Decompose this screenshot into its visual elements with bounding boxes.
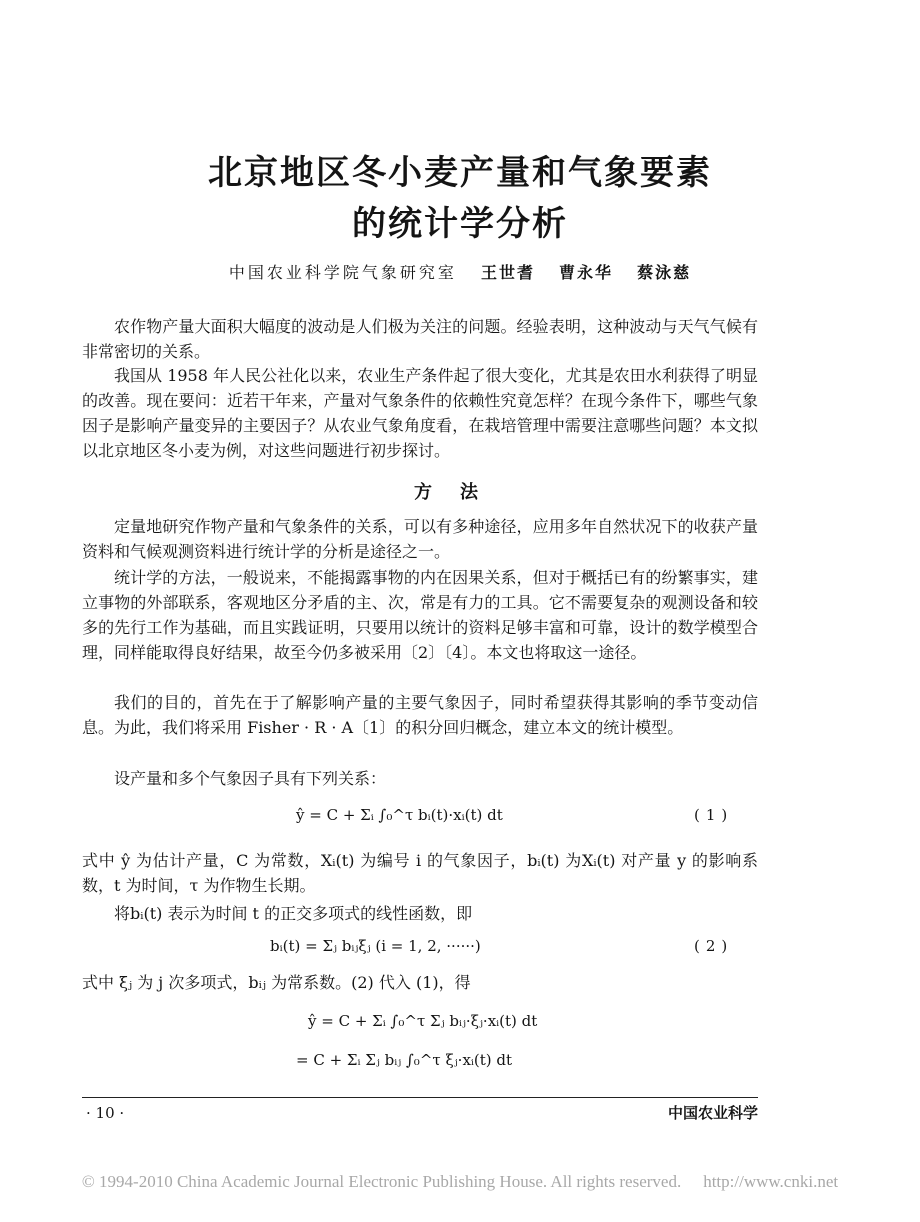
equation-1: ŷ = C + Σᵢ ∫₀^τ bᵢ(t)·xᵢ(t) dt [296,806,503,824]
byline [0,260,920,283]
journal-name: 中国农业科学 [667,1104,758,1122]
methods-paragraph-1: 定量地研究作物产量和气象条件的关系，可以有多种途径，应用多年自然状况下的收获产量资料和气候观测资料进行统计学的分析是途径之一。 [82,517,758,561]
methods-paragraph-2: 统计学的方法，一般说来，不能揭露事物的内在因果关系，但对于概括已有的纷繁事实，建立事物的外部联系，客观地区分矛盾的主、次，常是有力的工具。它不需要复杂的观测设备和较多的先行工作为基础，而且实践证明，只要用以统计的资料足够丰富和可靠，设计的数学模型合理，同样能取得良好结果，故至今仍多被采用〔2〕〔4〕。本文也将取这一途径。 [82,568,758,662]
equation-1-number: (1) [694,806,734,824]
footer-divider [82,1097,758,1098]
affiliation: 中国农业科学院气象研究室 [228,263,457,282]
methods-paragraph-3: 我们的目的，首先在于了解影响产量的主要气象因子，同时希望获得其影响的季节变动信息。为此，我们将采用 Fisher · R · A〔1〕的积分回归概念，建立本文的统计模型。 [82,693,758,737]
intro-paragraph-1: 农作物产量大面积大幅度的波动是人们极为关注的问题。经验表明，这种波动与天气气候有非常密切的关系。 [82,317,758,361]
equation-3: ŷ = C + Σᵢ ∫₀^τ Σⱼ bᵢⱼ·ξⱼ·xᵢ(t) dt [308,1012,538,1030]
equation-2-explanation: 式中 ξⱼ 为 j 次多项式，bᵢⱼ 为常系数。(2) 代入 (1)，得 [82,973,471,992]
copyright-text: © 1994-2010 China Academic Journal Electronic Publishing House. All rights reserved. [81,1172,682,1191]
author-2: 曹永华 [559,263,614,282]
equation-4: = C + Σᵢ Σⱼ bᵢⱼ ∫₀^τ ξⱼ·xᵢ(t) dt [296,1051,513,1069]
bt-definition-text: 将bᵢ(t) 表示为时间 t 的正交多项式的线性函数，即 [114,904,473,923]
page-number: · 10 · [86,1104,125,1122]
article-title-line-1: 北京地区冬小麦产量和气象要素 [208,153,712,193]
author-1: 王世耆 [480,263,535,282]
methods-paragraph-4: 设产量和多个气象因子具有下列关系： [114,769,387,788]
section-heading-methods: 方法 [414,482,506,503]
intro-paragraph-2: 我国从 1958 年人民公社化以来，农业生产条件起了很大变化，尤其是农田水利获得了明显的改善。现在要问：近若干年来，产量对气象条件的依赖性究竟怎样？在现今条件下，哪些气象因子是影响产量变异的主要因子？从农业气象角度看，在栽培管理中需要注意哪些问题？本文拟以北京地区冬小麦为例，对这些问题进行初步探讨。 [82,366,758,460]
copyright-notice [0,1172,920,1192]
equation-2: bᵢ(t) = Σⱼ bᵢⱼξⱼ (i = 1, 2, ······) [270,937,481,955]
copyright-url: http://www.cnki.net [703,1172,839,1191]
article-title-line-2: 的统计学分析 [352,204,568,244]
author-3: 蔡泳慈 [637,263,692,282]
equation-1-explanation: 式中 ŷ 为估计产量，C 为常数，Xᵢ(t) 为编号 i 的气象因子，bᵢ(t) 为Xᵢ(t) 对产量 y 的影响系数，t 为时间，τ 为作物生长期。 [82,851,758,895]
equation-2-number: (2) [694,937,734,955]
